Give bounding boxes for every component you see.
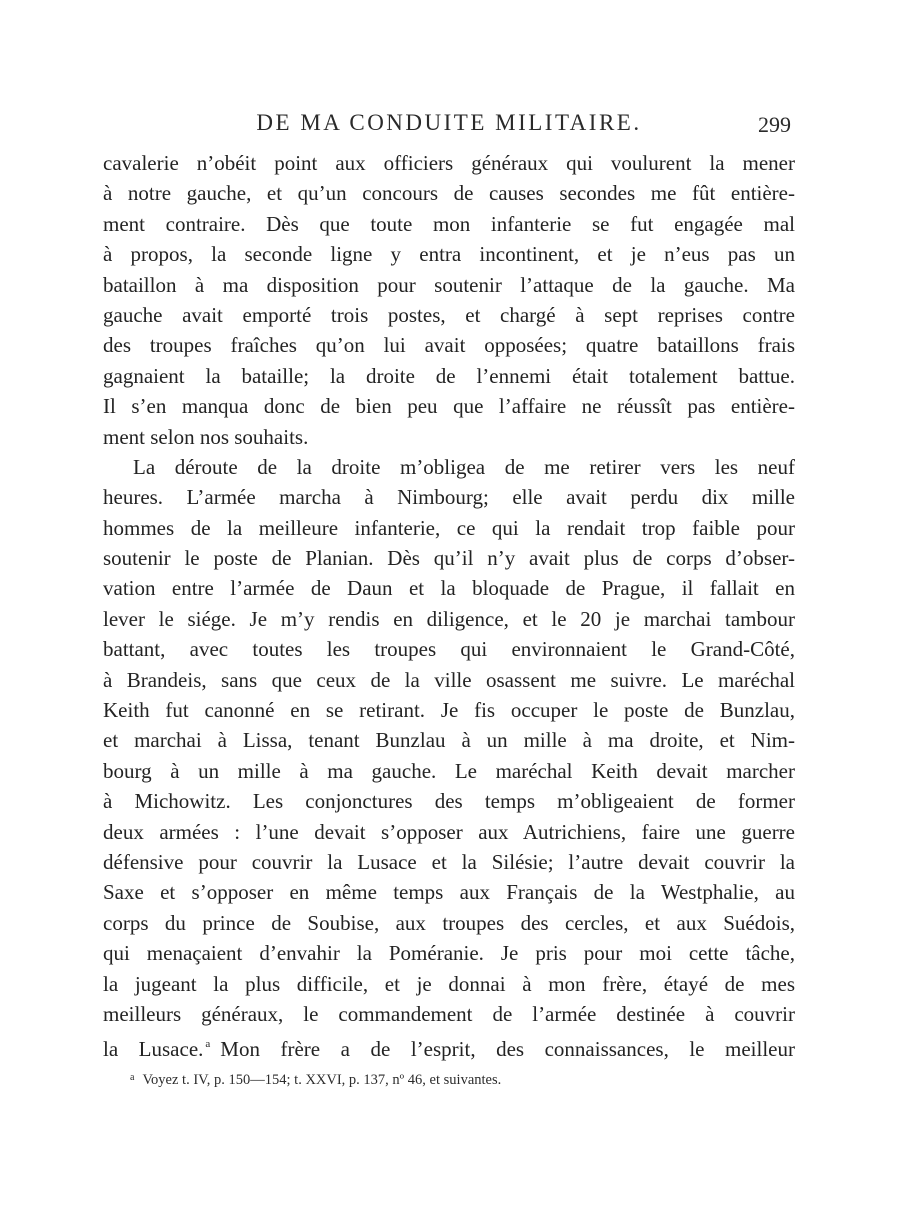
text-line: gauche avait emporté trois postes, et chargé à sept reprises contre bbox=[103, 302, 795, 327]
text-line: et marchai à Lissa, tenant Bunzlau à un mille à ma droite, et Nim- bbox=[103, 728, 795, 753]
text-line: cavalerie n’obéit point aux officiers généraux qui voulurent la mener bbox=[103, 151, 795, 175]
text-line: défensive pour couvrir la Lusace et la Silésie; l’autre devait couvrir la bbox=[103, 849, 795, 874]
text-line: à propos, la seconde ligne y entra incontinent, et je n’eus pas un bbox=[103, 242, 795, 267]
text-line: battant, avec toutes les troupes qui environnaient le Grand-Côté, bbox=[103, 637, 795, 662]
text-line: gagnaient la bataille; la droite de l’ennemi était totalement battue. bbox=[103, 363, 795, 388]
text-line: des troupes fraîches qu’on lui avait opposées; quatre bataillons frais bbox=[103, 333, 795, 358]
text-line: ment selon nos souhaits. bbox=[103, 424, 309, 449]
text-line: deux armées : l’une devait s’opposer aux Autrichiens, faire une guerre bbox=[103, 819, 795, 844]
text-line: à Brandeis, sans que ceux de la ville osassent me suivre. Le maréchal bbox=[103, 667, 795, 692]
footnote-text: Voyez t. IV, p. 150—154; t. XXVI, p. 137, nº 46, et suivantes. bbox=[142, 1072, 502, 1088]
text-line: bourg à un mille à ma gauche. Le maréchal Keith devait marcher bbox=[103, 758, 795, 783]
text-line: la jugeant la plus difficile, et je donnai à mon frère, étayé de mes bbox=[103, 971, 795, 996]
text-line: hommes de la meilleure infanterie, ce qui la rendait trop faible pour bbox=[103, 515, 795, 540]
text-line: ment contraire. Dès que toute mon infanterie se fut engagée mal bbox=[103, 211, 795, 236]
text-line: qui menaçaient d’envahir la Poméranie. Je pris pour moi cette tâche, bbox=[103, 941, 795, 966]
text-line: à notre gauche, et qu’un concours de causes secondes me fût entière- bbox=[103, 181, 795, 206]
text-line: soutenir le poste de Planian. Dès qu’il n’y avait plus de corps d’obser- bbox=[103, 546, 795, 571]
text-line: Keith fut canonné en se retirant. Je fis occuper le poste de Bunzlau, bbox=[103, 698, 795, 723]
text-segment: Mon frère a de l’esprit, des connaissances, le meilleur bbox=[220, 1037, 795, 1062]
footnote bbox=[130, 1072, 770, 1089]
text-line: Il s’en manqua donc de bien peu que l’affaire ne réussît pas entière- bbox=[103, 394, 795, 419]
text-line-with-footnote-ref bbox=[103, 1029, 795, 1062]
footnote-ref[interactable]: a bbox=[205, 1038, 211, 1051]
text-segment: la Lusace. bbox=[103, 1037, 204, 1062]
running-title: DE MA CONDUITE MILITAIRE. bbox=[256, 110, 642, 135]
text-line: lever le siége. Je m’y rendis en diligence, et le 20 je marchai tambour bbox=[103, 606, 795, 631]
text-line: meilleurs généraux, le commandement de l’armée destinée à couvrir bbox=[103, 1001, 795, 1026]
text-line: vation entre l’armée de Daun et la bloquade de Prague, il fallait en bbox=[103, 576, 795, 601]
text-line: à Michowitz. Les conjonctures des temps m’obligeaient de former bbox=[103, 789, 795, 814]
text-line: Saxe et s’opposer en même temps aux Français de la Westphalie, au bbox=[103, 880, 795, 905]
text-line: bataillon à ma disposition pour soutenir l’attaque de la gauche. Ma bbox=[103, 272, 795, 297]
page-number: 299 bbox=[758, 112, 791, 137]
body-text bbox=[103, 148, 795, 1060]
running-head bbox=[103, 108, 795, 140]
text-line: La déroute de la droite m’obligea de me retirer vers les neuf bbox=[133, 454, 795, 479]
text-line: corps du prince de Soubise, aux troupes des cercles, et aux Suédois, bbox=[103, 910, 795, 935]
text-line: heures. L’armée marcha à Nimbourg; elle avait perdu dix mille bbox=[103, 485, 795, 510]
footnote-marker: a bbox=[130, 1072, 135, 1083]
